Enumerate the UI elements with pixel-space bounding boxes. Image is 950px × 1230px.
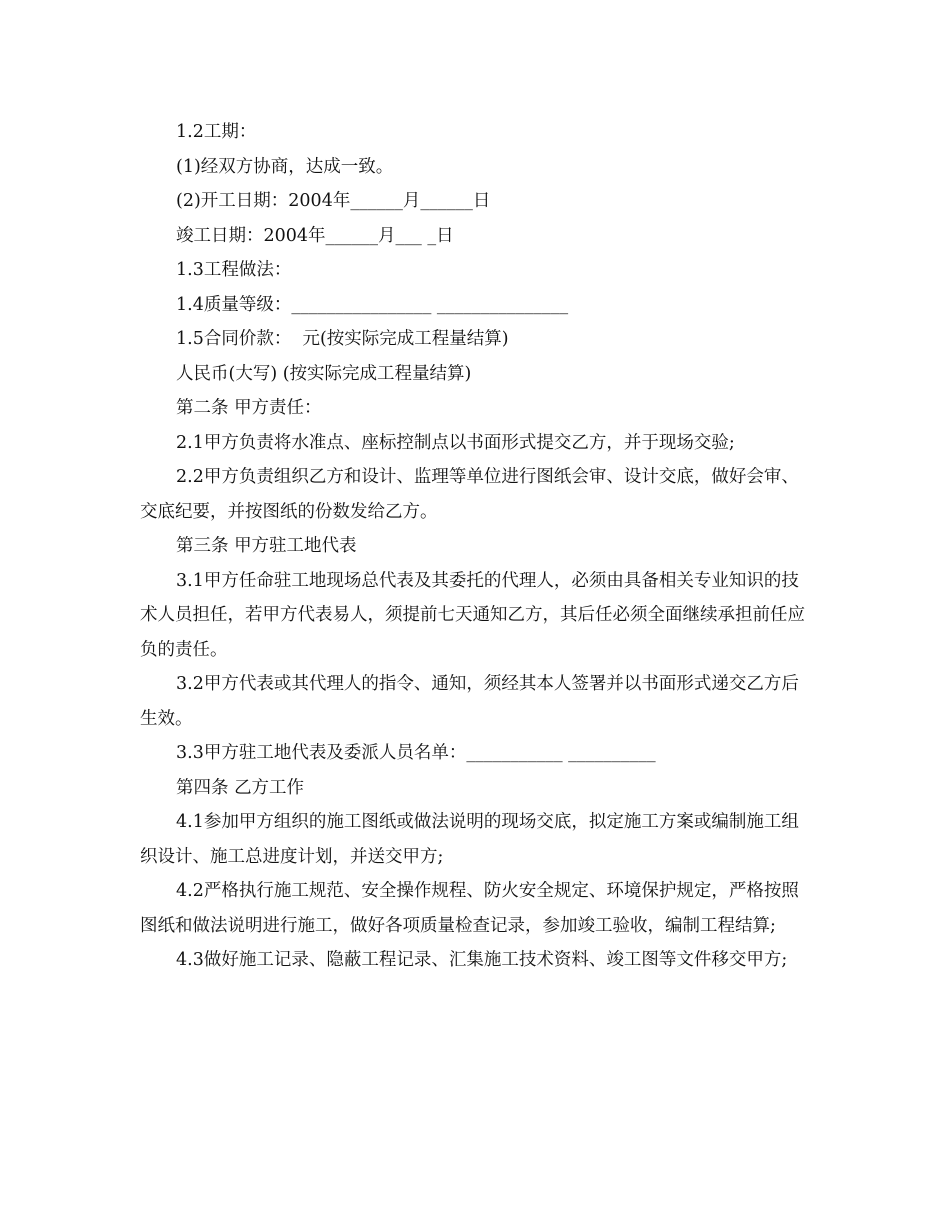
paragraph-start-date: (2)开工日期：2004年______月______日 bbox=[176, 191, 491, 211]
document-body bbox=[140, 115, 812, 978]
paragraph-1-4: 1.4质量等级：________________ _______________ bbox=[176, 294, 569, 315]
paragraph-4-3: 4.3做好施工记录、隐蔽工程记录、汇集施工技术资料、竣工图等文件移交甲方; bbox=[176, 950, 788, 970]
paragraph-1-5: 1.5合同价款： 元(按实际完成工程量结算) bbox=[176, 329, 509, 349]
heading-article-3: 第三条 甲方驻工地代表 bbox=[176, 536, 357, 556]
paragraph-2-1: 2.1甲方负责将水准点、座标控制点以书面形式提交乙方，并于现场交验; bbox=[176, 432, 735, 453]
paragraph-end-date: 竣工日期：2004年______月___ _日 bbox=[176, 225, 454, 246]
paragraph-4-1: 4.1参加甲方组织的施工图纸或做法说明的现场交底，拟定施工方案或编制施工组织设计、施工总进度计划，并送交甲方; bbox=[140, 812, 799, 867]
heading-article-2: 第二条 甲方责任： bbox=[176, 398, 322, 418]
paragraph-1-2-1: (1)经双方协商，达成一致。 bbox=[176, 156, 394, 177]
paragraph-3-1: 3.1甲方任命驻工地现场总代表及其委托的代理人，必须由具备相关专业知识的技术人员担任，若甲方代表易人，须提前七天通知乙方，其后任必须全面继续承担前任应负的责任。 bbox=[140, 570, 805, 660]
paragraph-3-2: 3.2甲方代表或其代理人的指令、通知，须经其本人签署并以书面形式递交乙方后生效。 bbox=[140, 674, 799, 729]
heading-article-4: 第四条 乙方工作 bbox=[176, 777, 305, 798]
paragraph-1-2: 1.2工期： bbox=[176, 122, 257, 142]
paragraph-rmb: 人民币(大写) (按实际完成工程量结算) bbox=[176, 363, 472, 384]
paragraph-3-3: 3.3甲方驻工地代表及委派人员名单：___________ __________ bbox=[176, 743, 656, 763]
paragraph-1-3: 1.3工程做法： bbox=[176, 260, 292, 280]
paragraph-2-2: 2.2甲方负责组织乙方和设计、监理等单位进行图纸会审、设计交底，做好会审、交底纪要，并按图纸的份数发给乙方。 bbox=[140, 467, 799, 522]
paragraph-4-2: 4.2严格执行施工规范、安全操作规程、防火安全规定、环境保护规定，严格按照图纸和做法说明进行施工，做好各项质量检查记录，参加竣工验收，编制工程结算; bbox=[140, 881, 799, 936]
